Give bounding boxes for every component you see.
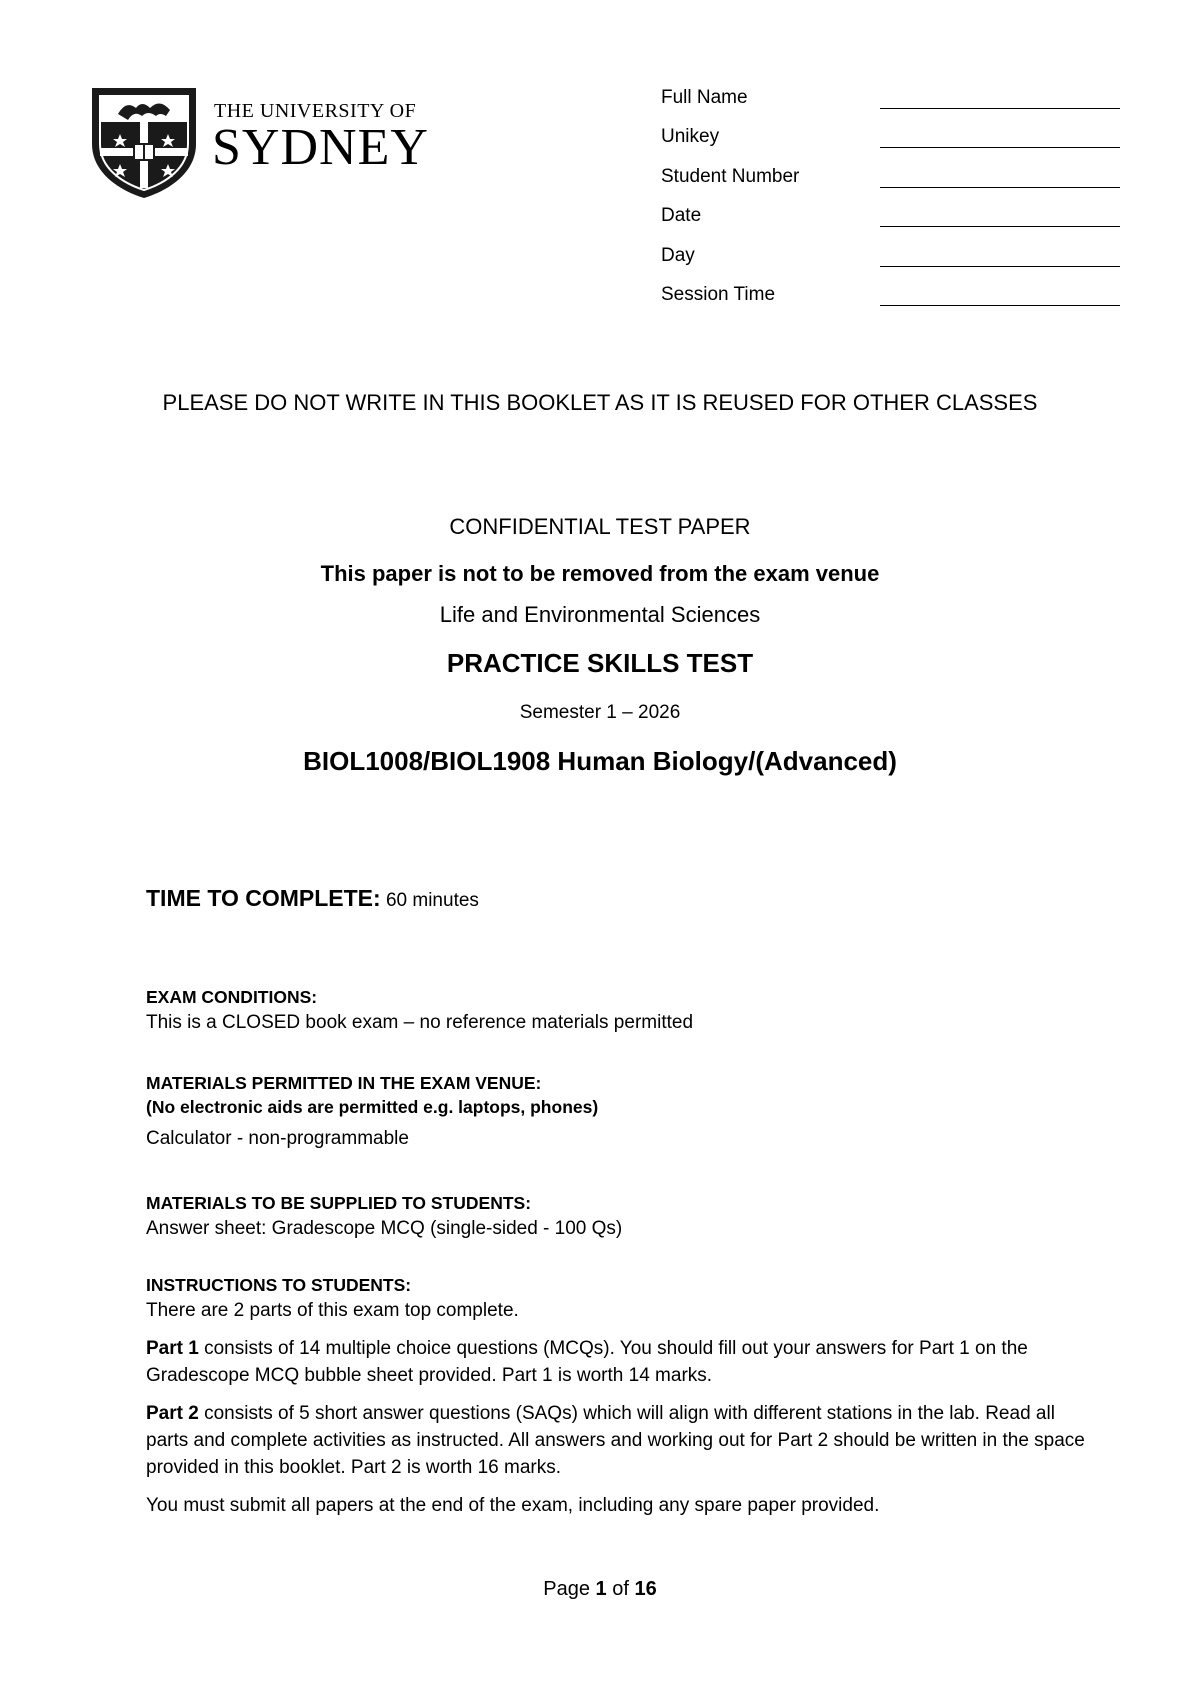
field-label: Unikey [661, 126, 720, 148]
field-label: Student Number [661, 165, 800, 187]
part1-text: consists of 14 multiple choice questions (MCQs). You should fill out your answers for Part 1 on the Gradescope MCQ bubble sheet provided. Part 1 is worth 14 marks. [146, 1338, 1028, 1386]
university-crest-icon [88, 84, 200, 200]
page-total: 16 [634, 1578, 657, 1600]
field-label: Session Time [661, 283, 776, 305]
write-in-line[interactable] [880, 305, 1120, 306]
instructions-section [146, 1273, 1086, 1519]
university-name-line2: SYDNEY [212, 119, 429, 176]
of-word: of [606, 1578, 635, 1600]
time-value: 60 minutes [385, 890, 479, 911]
confidential-heading: CONFIDENTIAL TEST PAPER [449, 514, 751, 539]
materials-supplied-text: Answer sheet: Gradescope MCQ (single-sided - 100 Qs) [146, 1218, 623, 1239]
part1-label: Part 1 [146, 1338, 199, 1359]
test-title: PRACTICE SKILLS TEST [446, 648, 754, 678]
materials-permitted-subheading: (No electronic aids are permitted e.g. laptops, phones) [146, 1097, 599, 1117]
exam-conditions-section [146, 985, 1086, 1036]
instructions-intro: There are 2 parts of this exam top complete. [146, 1300, 519, 1321]
field-label: Date [661, 205, 702, 227]
field-day [661, 241, 1121, 280]
instructions-closing: You must submit all papers at the end of the exam, including any spare paper provided. [146, 1495, 880, 1516]
field-label: Full Name [661, 87, 748, 108]
unit-title: BIOL1008/BIOL1908 Human Biology/(Advanced) [303, 746, 897, 776]
student-details-form [661, 83, 1121, 319]
page-word: Page [543, 1578, 596, 1600]
exam-conditions-text: This is a CLOSED book exam – no reference materials permitted [146, 1012, 694, 1033]
page-number: 1 [595, 1578, 607, 1600]
time-to-complete [146, 885, 1086, 914]
exam-conditions-heading: EXAM CONDITIONS: [146, 987, 318, 1007]
time-label: TIME TO COMPLETE: [146, 885, 381, 911]
write-in-line[interactable] [880, 187, 1120, 188]
field-unikey [661, 122, 1121, 161]
materials-supplied-section [146, 1191, 1086, 1242]
field-date [661, 201, 1121, 240]
university-name-line1: THE UNIVERSITY OF [214, 100, 417, 122]
write-in-line[interactable] [880, 226, 1120, 227]
part2-text: consists of 5 short answer questions (SAQs) which will align with different stations in the lab. Read all parts and complete activities as instructed. All answers and working out for Part 2 should be written in the space provided in this booklet. Part 2 is worth 16 marks. [146, 1403, 1085, 1478]
materials-permitted-heading: MATERIALS PERMITTED IN THE EXAM VENUE: [146, 1073, 542, 1093]
instructions-part2 [146, 1400, 1086, 1481]
university-logo [88, 84, 428, 200]
page-footer [0, 1578, 1200, 1601]
write-in-line[interactable] [880, 108, 1120, 109]
field-full-name [661, 83, 1121, 122]
materials-permitted-text: Calculator - non-programmable [146, 1128, 409, 1149]
field-student-number [661, 162, 1121, 201]
write-in-line[interactable] [880, 147, 1120, 148]
materials-permitted-section [146, 1071, 1086, 1152]
semester-label: Semester 1 – 2026 [519, 702, 681, 723]
faculty-name: Life and Environmental Sciences [439, 602, 761, 627]
write-in-line[interactable] [880, 266, 1120, 267]
materials-supplied-heading: MATERIALS TO BE SUPPLIED TO STUDENTS: [146, 1193, 532, 1213]
booklet-warning: PLEASE DO NOT WRITE IN THIS BOOKLET AS IT IS REUSED FOR OTHER CLASSES [162, 390, 1038, 415]
instructions-part1 [146, 1335, 1086, 1389]
part2-label: Part 2 [146, 1403, 199, 1424]
instructions-heading: INSTRUCTIONS TO STUDENTS: [146, 1275, 412, 1295]
field-session-time [661, 280, 1121, 319]
removal-notice: This paper is not to be removed from the exam venue [320, 561, 880, 586]
field-label: Day [661, 244, 695, 266]
